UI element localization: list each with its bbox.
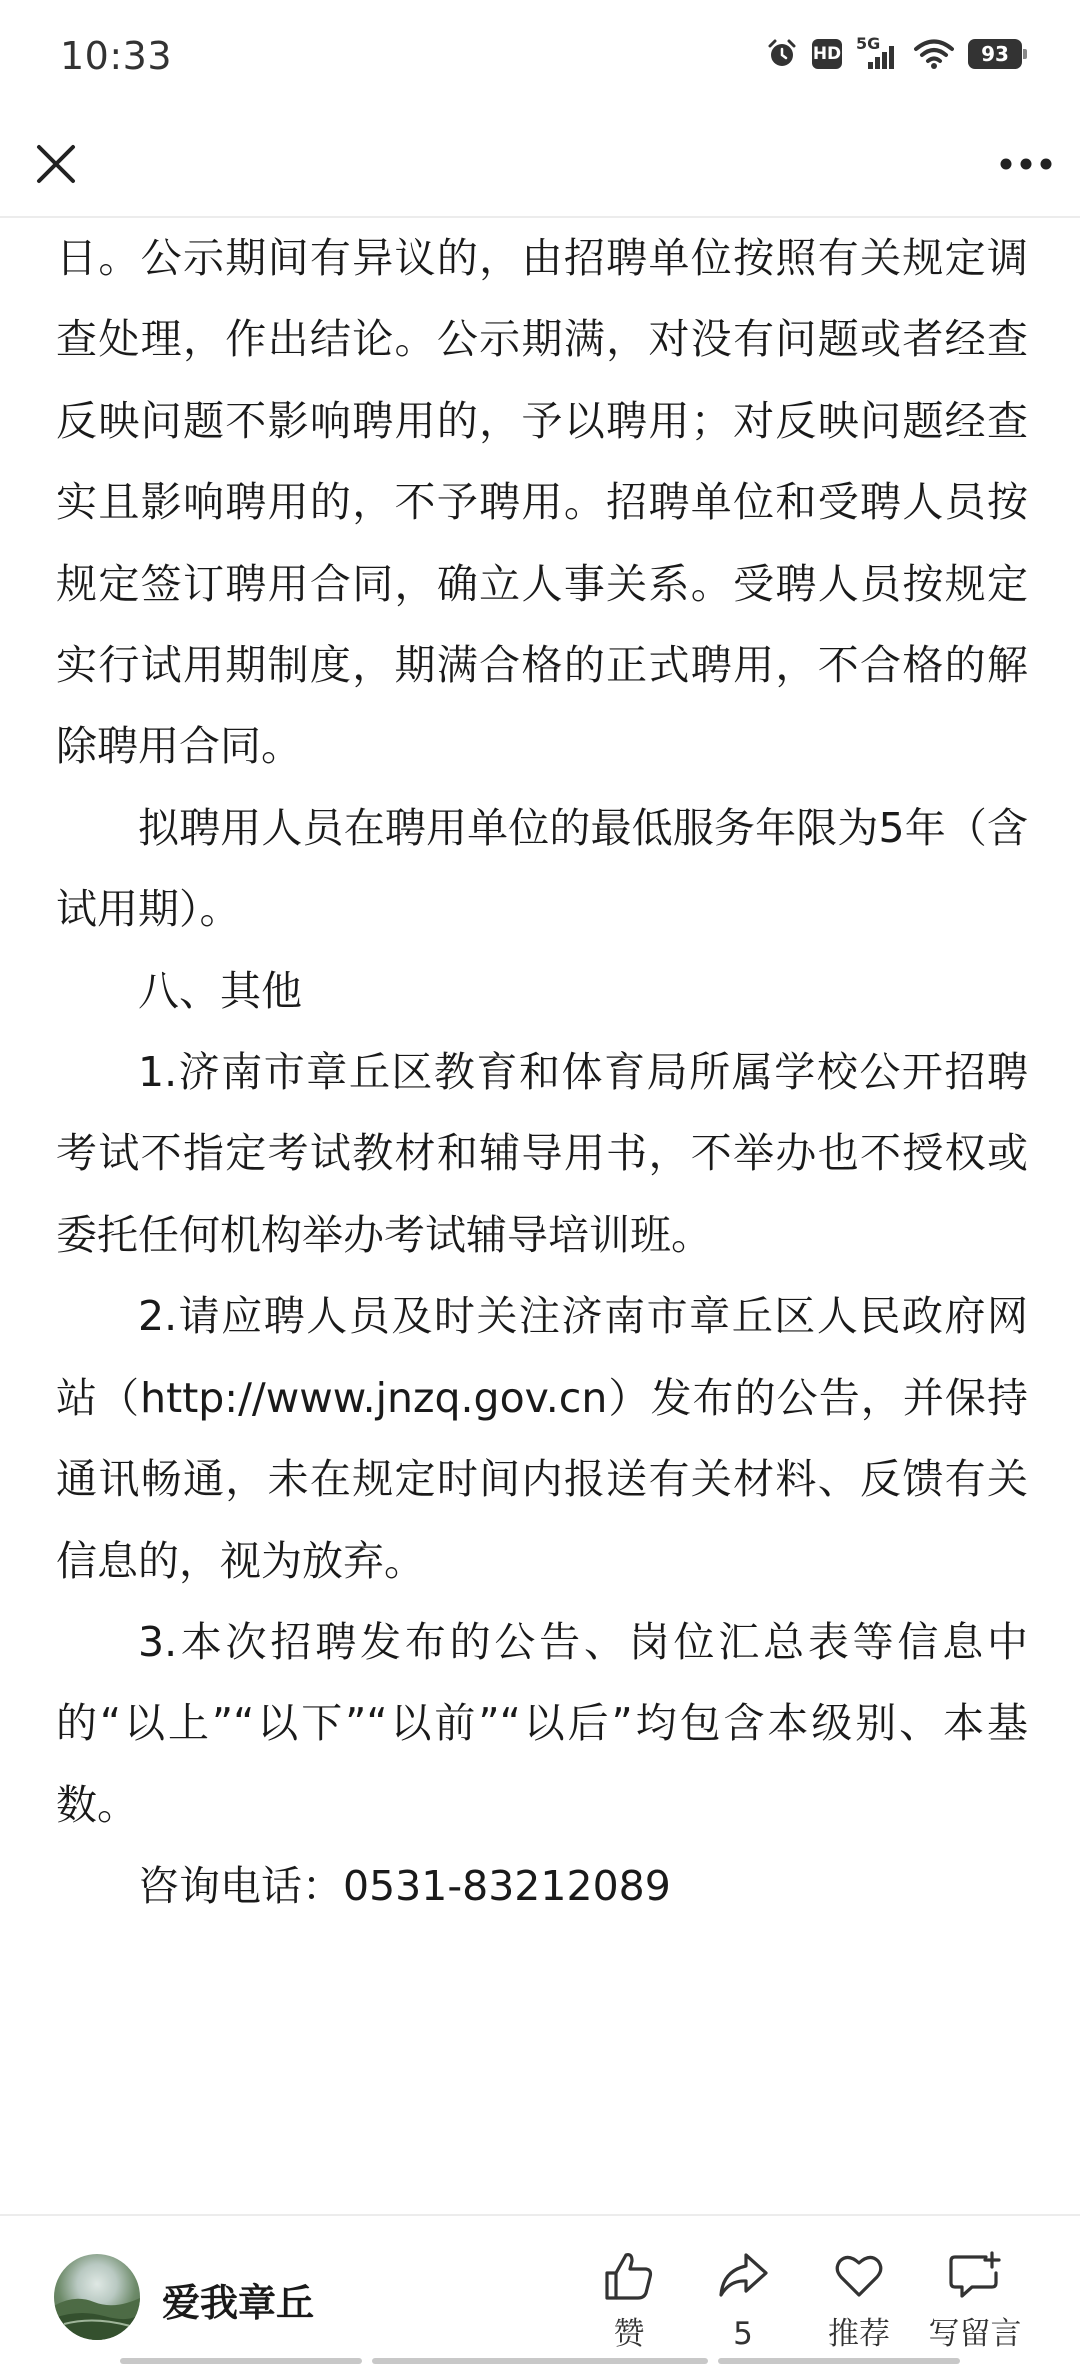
write-comment-label: 写留言	[928, 2316, 1022, 2352]
status-bar	[0, 0, 1080, 112]
write-comment-button[interactable]	[920, 2246, 1030, 2354]
home-indicator-segment-2	[372, 2358, 708, 2364]
status-time: 10:33	[60, 34, 173, 78]
comment-add-icon	[946, 2249, 1004, 2303]
like-label: 赞	[613, 2316, 645, 2352]
home-indicator-segment-1	[120, 2358, 362, 2364]
article-paragraph-item-2: 2.请应聘人员及时关注济南市章丘区人民政府网站（http://www.jnzq.gov.cn）发布的公告，并保持通讯畅通，未在规定时间内报送有关材料、反馈有关信息的，视为放弃。	[56, 1292, 1028, 1585]
recommend-button[interactable]	[804, 2246, 914, 2354]
share-count: 5	[733, 2316, 753, 2352]
alarm-icon	[766, 38, 798, 70]
account-avatar[interactable]	[54, 2254, 140, 2340]
home-indicator-segment-3	[718, 2358, 960, 2364]
article-paragraph-2: 拟聘用人员在聘用单位的最低服务年限为5年（含试用期）。	[56, 803, 1028, 934]
article-body	[56, 218, 1028, 1928]
like-button[interactable]	[574, 2246, 684, 2354]
bottom-action-bar	[0, 2214, 1080, 2378]
account-name[interactable]: 爱我章丘	[162, 2281, 315, 2325]
close-button[interactable]	[26, 134, 86, 194]
share-button[interactable]	[688, 2246, 798, 2354]
battery-indicator: 93	[968, 39, 1022, 69]
hd-badge: HD	[812, 39, 842, 69]
recommend-label: 推荐	[828, 2316, 890, 2352]
more-dots-icon	[999, 157, 1053, 171]
avatar-landscape-image	[54, 2254, 140, 2340]
more-options-button[interactable]	[994, 134, 1058, 194]
share-arrow-icon	[716, 2249, 770, 2303]
heart-icon	[832, 2249, 886, 2303]
section-heading-other: 八、其他	[138, 966, 302, 1015]
wifi-icon	[914, 38, 954, 70]
network-type-label: 5G	[856, 34, 881, 53]
article-paragraph-1: 日。公示期间有异议的，由招聘单位按照有关规定调查处理，作出结论。公示期满，对没有问题或者经查反映问题不影响聘用的，予以聘用；对反映问题经查实且影响聘用的，不予聘用。招聘单位和受聘人员按规定签订聘用合同，确立人事关系。受聘人员按规定实行试用期制度，期满合格的正式聘用，不合格的解除聘用合同。	[56, 234, 1028, 771]
article-paragraph-item-3: 3.本次招聘发布的公告、岗位汇总表等信息中的“以上”“以下”“以前”“以后”均包含本级别、本基数。	[56, 1617, 1028, 1829]
article-paragraph-item-1: 1.济南市章丘区教育和体育局所属学校公开招聘考试不指定考试教材和辅导用书，不举办也不授权或委托任何机构举办考试辅导培训班。	[56, 1048, 1028, 1259]
close-icon	[34, 142, 78, 186]
status-icons	[766, 34, 1022, 70]
thumbs-up-icon	[602, 2249, 656, 2303]
cellular-signal-icon	[856, 34, 900, 70]
contact-phone: 咨询电话：0531-83212089	[138, 1862, 671, 1911]
top-navigation-bar	[0, 112, 1080, 218]
